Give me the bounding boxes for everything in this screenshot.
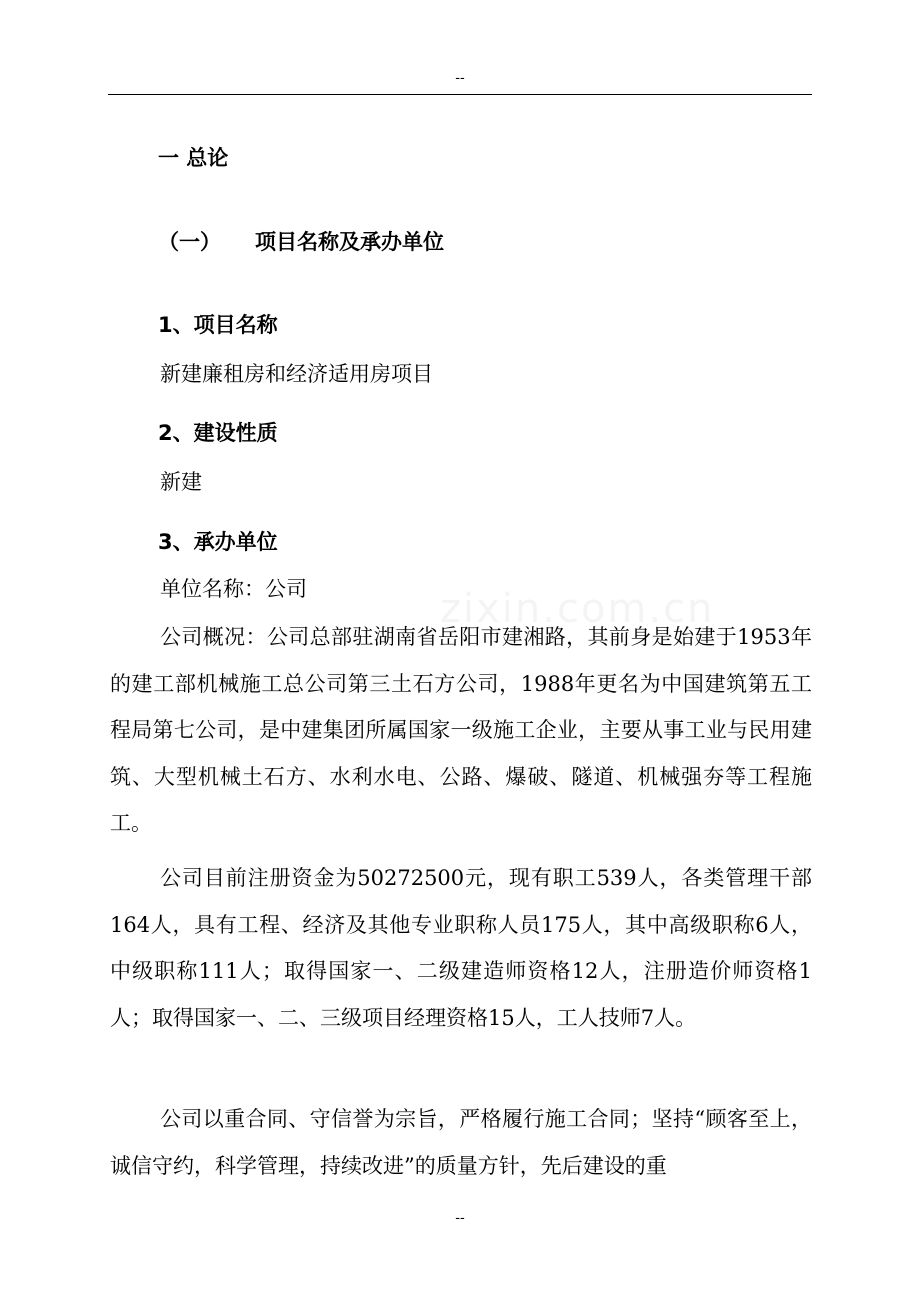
- section-heading: [158, 229, 444, 255]
- item-heading-name: 1、项目名称: [158, 313, 278, 337]
- footer-page-mark: --: [455, 1210, 465, 1226]
- header-page-mark: --: [455, 70, 465, 86]
- item-text-name: 新建廉租房和经济适用房项目: [160, 362, 433, 386]
- item-heading-organizer: 3、承办单位: [158, 530, 278, 554]
- paragraph-company-overview: 公司概况：公司总部驻湖南省岳阳市建湘路，其前身是始建于1953年的建工部机械施工总公司第三土石方公司，1988年更名为中国建筑第五工程局第七公司，是中建集团所属国家一级施工企业，主要从事工业与民用建筑、大型机械土石方、水利水电、公路、爆破、隧道、机械强夯等工程施工。: [110, 625, 812, 835]
- item-text-nature: 新建: [160, 470, 202, 494]
- item-text-organizer: 单位名称：公司: [160, 577, 307, 601]
- section-title: 项目名称及承办单位: [255, 230, 444, 254]
- header-rule: [108, 94, 812, 95]
- watermark: zixin.com.cn: [440, 586, 715, 632]
- paragraph-company-staff: 公司目前注册资金为50272500元，现有职工539人，各类管理干部164人，具有工程、经济及其他专业职称人员175人，其中高级职称6人，中级职称111人；取得国家一、二级建造师资格12人，注册造价师资格1人；取得国家一、二、三级项目经理资格15人，工人技师7人。: [110, 866, 812, 1030]
- item-heading-nature: 2、建设性质: [158, 421, 278, 445]
- section-number: （一）: [158, 230, 221, 254]
- chapter-title: 一 总论: [158, 146, 229, 170]
- paragraph-company-quality: 公司以重合同、守信誉为宗旨，严格履行施工合同；坚持“顾客至上，诚信守约，科学管理，持续改进”的质量方针，先后建设的重: [110, 1107, 812, 1178]
